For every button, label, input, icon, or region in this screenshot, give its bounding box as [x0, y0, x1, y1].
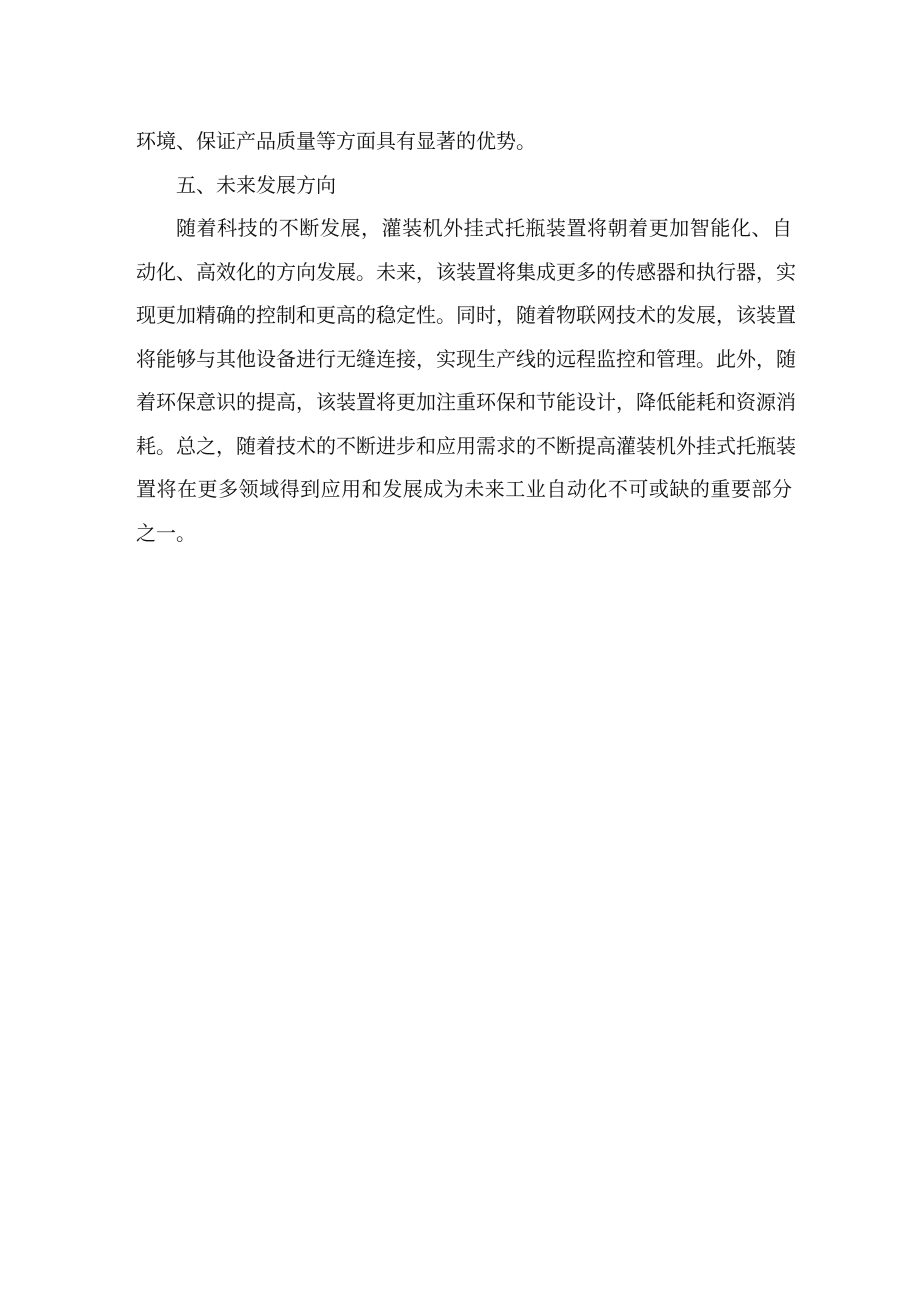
continuation-line: 环境、保证产品质量等方面具有显著的优势。 [136, 129, 536, 153]
section-heading: 五、未来发展方向 [176, 172, 336, 197]
paragraph-line: 置将在更多领域得到应用和发展成为未来工业自动化不可或缺的重要部分 [136, 477, 792, 501]
paragraph-line: 现更加精确的控制和更高的稳定性。同时，随着物联网技术的发展，该装置 [136, 303, 796, 327]
paragraph-line: 之一。 [136, 520, 196, 545]
body-paragraph [136, 207, 796, 555]
paragraph-line: 耗。总之，随着技术的不断进步和应用需求的不断提高灌装机外挂式托瓶装 [136, 433, 796, 458]
paragraph-line: 将能够与其他设备进行无缝连接，实现生产线的远程监控和管理。此外，随 [136, 346, 796, 371]
paragraph-line: 着环保意识的提高，该装置将更加注重环保和节能设计，降低能耗和资源消 [136, 390, 796, 414]
paragraph-line: 随着科技的不断发展，灌装机外挂式托瓶装置将朝着更加智能化、自 [176, 216, 792, 240]
document-body [136, 120, 796, 555]
paragraph-line: 动化、高效化的方向发展。未来，该装置将集成更多的传感器和执行器，实 [136, 259, 796, 284]
